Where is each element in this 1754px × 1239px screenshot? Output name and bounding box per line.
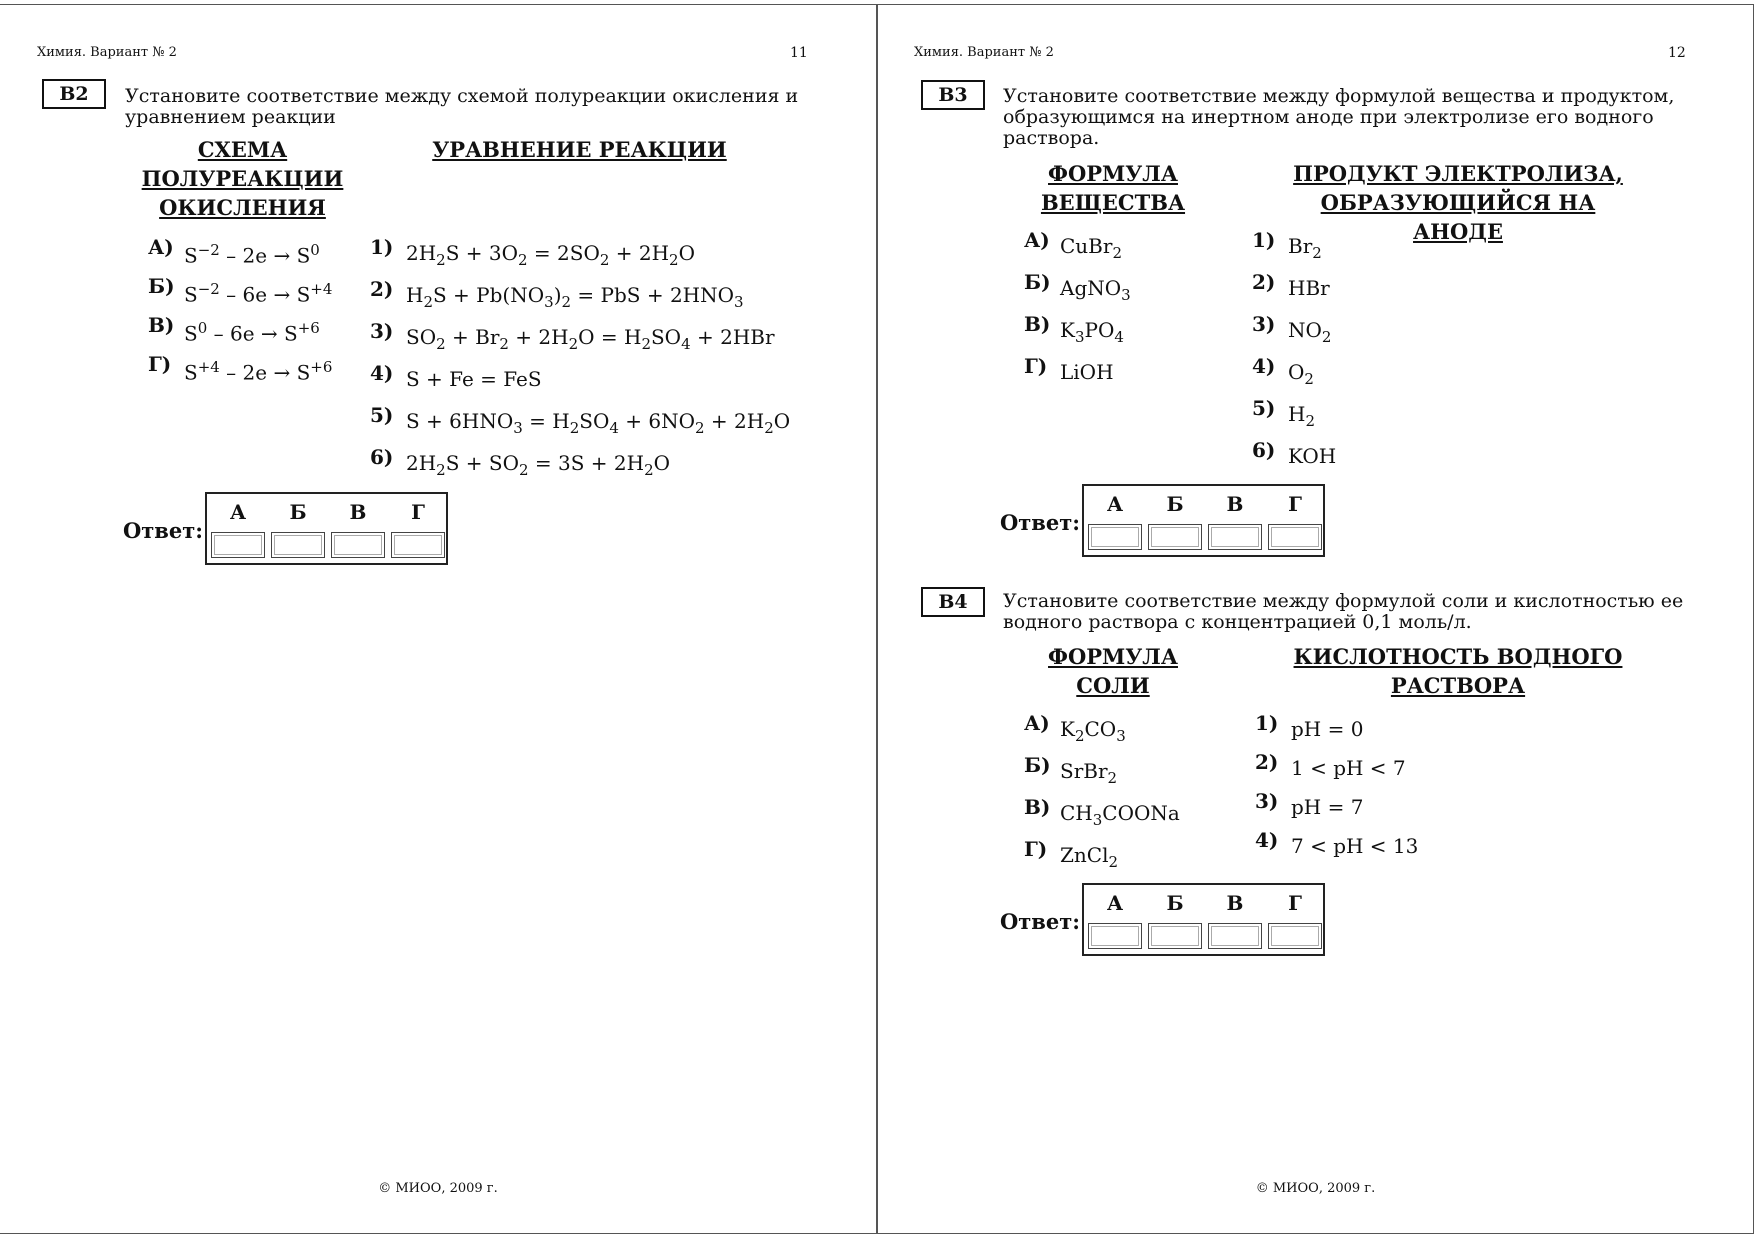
option-item bbox=[1024, 753, 1117, 787]
option-formula: $S^{-2} - 2e \to S^0$ bbox=[184, 241, 320, 268]
option-marker: 3) bbox=[370, 319, 394, 343]
option-marker: А) bbox=[1024, 228, 1050, 252]
answer-cell[interactable] bbox=[1208, 524, 1262, 550]
column-heading-right bbox=[1278, 159, 1638, 246]
option-formula: 1 < pH < 7 bbox=[1291, 756, 1406, 780]
left-page bbox=[0, 4, 877, 1234]
option-item bbox=[1024, 228, 1122, 262]
option-formula: $O_2$ bbox=[1288, 360, 1314, 388]
option-formula: $S + 6HNO_3 = H_2SO_4 + 6NO_2 + 2H_2O$ bbox=[406, 409, 791, 437]
answer-cell[interactable] bbox=[1268, 923, 1322, 949]
option-marker: 5) bbox=[1252, 396, 1276, 420]
option-marker: 6) bbox=[1252, 438, 1276, 462]
option-formula: pH = 7 bbox=[1291, 795, 1364, 819]
option-formula: CuBr$_2$ bbox=[1060, 234, 1122, 262]
option-marker: 3) bbox=[1252, 312, 1276, 336]
option-marker: Г) bbox=[1024, 837, 1048, 861]
option-formula: HBr bbox=[1288, 276, 1330, 300]
option-marker: 2) bbox=[1252, 270, 1276, 294]
task-text-line: Установите соответствие между формулой соли и кислотностью ее bbox=[1003, 590, 1684, 612]
answer-column-label: В bbox=[1226, 891, 1244, 915]
answer-grid bbox=[1082, 484, 1325, 557]
answer-column-label: Г bbox=[1288, 492, 1302, 516]
option-formula: S + Fe = FeS bbox=[406, 367, 542, 391]
column-heading-left bbox=[1033, 159, 1193, 217]
answer-column-label: А bbox=[1106, 492, 1124, 516]
page-footer: © МИОО, 2009 г. bbox=[378, 1181, 498, 1196]
column-heading-right: УРАВНЕНИЕ РЕАКЦИИ bbox=[432, 137, 727, 162]
column-heading-right bbox=[1288, 642, 1628, 700]
option-item bbox=[1252, 312, 1331, 346]
answer-label: Ответ: bbox=[1000, 909, 1081, 934]
option-item bbox=[1252, 270, 1330, 300]
answer-column-label: Г bbox=[1288, 891, 1302, 915]
answer-cell[interactable] bbox=[1088, 524, 1142, 550]
option-formula: $K_3PO_4$ bbox=[1060, 318, 1124, 346]
heading-line: ПОЛУРЕАКЦИИ bbox=[141, 166, 344, 191]
answer-column-label: В bbox=[1226, 492, 1244, 516]
option-marker: 1) bbox=[1252, 228, 1276, 252]
option-marker: В) bbox=[1024, 795, 1051, 819]
answer-column-label: Б bbox=[1166, 891, 1184, 915]
page-header: Химия. Вариант № 2 bbox=[914, 45, 1054, 60]
option-item bbox=[370, 403, 790, 437]
option-formula: $CH_3COONa$ bbox=[1060, 801, 1180, 829]
option-formula: ZnCl$_2$ bbox=[1060, 843, 1119, 871]
task-text-line: раствора. bbox=[1003, 127, 1100, 149]
option-marker: 4) bbox=[1252, 354, 1276, 378]
option-marker: 3) bbox=[1255, 789, 1279, 813]
answer-cell[interactable] bbox=[271, 532, 325, 558]
option-marker: 2) bbox=[370, 277, 394, 301]
option-marker: Г) bbox=[1024, 354, 1048, 378]
task-text-line: водного раствора с концентрацией 0,1 моль/л. bbox=[1003, 611, 1472, 633]
option-formula: $NO_2$ bbox=[1288, 318, 1332, 346]
option-formula: $S^{+4} - 2e \to S^{+6}$ bbox=[184, 358, 333, 385]
option-item bbox=[148, 235, 320, 268]
answer-label: Ответ: bbox=[1000, 510, 1081, 535]
heading-line: ФОРМУЛА bbox=[1048, 161, 1178, 186]
option-item bbox=[1024, 795, 1180, 829]
option-item bbox=[370, 277, 744, 311]
option-formula: $S^{-2} - 6e \to S^{+4}$ bbox=[184, 280, 333, 307]
option-item bbox=[1255, 711, 1363, 741]
option-formula: $H_2S + Pb(NO_3)_2$ = PbS + $2HNO_3$ bbox=[406, 283, 744, 311]
task-text-line: образующимся на инертном аноде при электролизе его водного bbox=[1003, 106, 1654, 128]
answer-cell[interactable] bbox=[1208, 923, 1262, 949]
option-item bbox=[370, 361, 542, 391]
option-formula: LiOH bbox=[1060, 360, 1114, 384]
option-item bbox=[148, 352, 332, 385]
heading-line: ОКИСЛЕНИЯ bbox=[159, 195, 326, 220]
option-marker: В) bbox=[1024, 312, 1051, 336]
answer-column-label: А bbox=[1106, 891, 1124, 915]
option-item bbox=[370, 445, 670, 479]
option-item bbox=[1255, 828, 1418, 858]
right-page bbox=[877, 4, 1754, 1234]
answer-cell[interactable] bbox=[1268, 524, 1322, 550]
answer-cell[interactable] bbox=[1148, 524, 1202, 550]
option-marker: 4) bbox=[370, 361, 394, 385]
option-item bbox=[1252, 396, 1315, 430]
answer-cell[interactable] bbox=[211, 532, 265, 558]
option-formula: $2H_2S + 3O_2 = 2SO_2 + 2H_2O$ bbox=[406, 241, 695, 269]
task-text-line: Установите соответствие между схемой полуреакции окисления и bbox=[125, 85, 799, 107]
answer-cell[interactable] bbox=[331, 532, 385, 558]
task-text-line: Установите соответствие между формулой вещества и продуктом, bbox=[1003, 85, 1675, 107]
heading-line: ВЕЩЕСТВА bbox=[1040, 190, 1186, 215]
option-formula: AgNO$_3$ bbox=[1060, 276, 1131, 304]
answer-grid bbox=[1082, 883, 1325, 956]
option-marker: А) bbox=[148, 235, 174, 259]
option-item bbox=[1024, 270, 1131, 304]
answer-column-label: Б bbox=[1166, 492, 1184, 516]
option-marker: Б) bbox=[1024, 270, 1051, 294]
answer-cell[interactable] bbox=[391, 532, 445, 558]
option-marker: 6) bbox=[370, 445, 394, 469]
task-text-line: уравнением реакции bbox=[125, 106, 336, 128]
option-marker: Б) bbox=[1024, 753, 1051, 777]
option-formula: $H_2$ bbox=[1288, 402, 1315, 430]
heading-line: КИСЛОТНОСТЬ ВОДНОГО bbox=[1293, 644, 1623, 669]
option-formula: $SO_2 + Br_2 + 2H_2O = H_2SO_4 + 2HBr$ bbox=[406, 325, 775, 353]
option-marker: 2) bbox=[1255, 750, 1279, 774]
option-item bbox=[1024, 312, 1124, 346]
task-text bbox=[1003, 591, 1683, 633]
option-item bbox=[1255, 789, 1363, 819]
answer-column-label: Г bbox=[411, 500, 425, 524]
option-marker: Б) bbox=[148, 274, 175, 298]
heading-line: ОБРАЗУЮЩИЙСЯ НА АНОДЕ bbox=[1320, 190, 1596, 244]
answer-label: Ответ: bbox=[123, 518, 204, 543]
option-formula: $K_2CO_3$ bbox=[1060, 717, 1126, 745]
option-item bbox=[148, 313, 320, 346]
option-formula: pH = 0 bbox=[1291, 717, 1364, 741]
task-id-badge: В2 bbox=[42, 79, 106, 109]
option-marker: Г) bbox=[148, 352, 172, 376]
option-formula: $Br_2$ bbox=[1288, 234, 1322, 262]
option-marker: 5) bbox=[370, 403, 394, 427]
option-formula: $2H_2S + SO_2 = 3S + 2H_2O$ bbox=[406, 451, 671, 479]
option-marker: 1) bbox=[1255, 711, 1279, 735]
heading-line: РАСТВОРА bbox=[1390, 673, 1526, 698]
task-id-badge: В4 bbox=[921, 587, 985, 617]
option-item bbox=[370, 235, 695, 269]
heading-line: СХЕМА bbox=[197, 137, 288, 162]
task-text bbox=[125, 86, 798, 128]
option-item bbox=[1024, 711, 1126, 745]
option-item bbox=[1252, 354, 1314, 388]
task-text bbox=[1003, 86, 1674, 149]
answer-cell[interactable] bbox=[1088, 923, 1142, 949]
task-id-badge: В3 bbox=[921, 80, 985, 110]
option-item bbox=[1252, 228, 1322, 262]
answer-column-label: В bbox=[349, 500, 367, 524]
page-header: Химия. Вариант № 2 bbox=[37, 45, 177, 60]
answer-grid-header bbox=[1084, 492, 1323, 516]
answer-column-label: Б bbox=[289, 500, 307, 524]
column-heading-left bbox=[1008, 642, 1218, 700]
answer-cell[interactable] bbox=[1148, 923, 1202, 949]
page-number: 11 bbox=[790, 45, 808, 61]
option-item bbox=[1255, 750, 1406, 780]
option-marker: А) bbox=[1024, 711, 1050, 735]
option-item bbox=[1252, 438, 1336, 468]
option-item bbox=[370, 319, 775, 353]
heading-line: ПРОДУКТ ЭЛЕКТРОЛИЗА, bbox=[1293, 161, 1623, 186]
option-formula: $S^0 - 6e \to S^{+6}$ bbox=[184, 319, 320, 346]
option-formula: SrBr$_2$ bbox=[1060, 759, 1118, 787]
page-footer: © МИОО, 2009 г. bbox=[1255, 1181, 1376, 1196]
option-formula: KOH bbox=[1288, 444, 1337, 468]
answer-grid-header bbox=[207, 500, 446, 524]
option-marker: 1) bbox=[370, 235, 394, 259]
page-number: 12 bbox=[1668, 45, 1686, 61]
answer-column-label: А bbox=[229, 500, 247, 524]
column-heading-left bbox=[120, 135, 365, 222]
answer-grid-header bbox=[1084, 891, 1323, 915]
option-marker: В) bbox=[148, 313, 175, 337]
option-item bbox=[1024, 354, 1114, 384]
option-marker: 4) bbox=[1255, 828, 1279, 852]
option-formula: 7 < pH < 13 bbox=[1291, 834, 1419, 858]
answer-grid bbox=[205, 492, 448, 565]
option-item bbox=[148, 274, 332, 307]
heading-line: ФОРМУЛА СОЛИ bbox=[1048, 644, 1178, 698]
option-item bbox=[1024, 837, 1118, 871]
